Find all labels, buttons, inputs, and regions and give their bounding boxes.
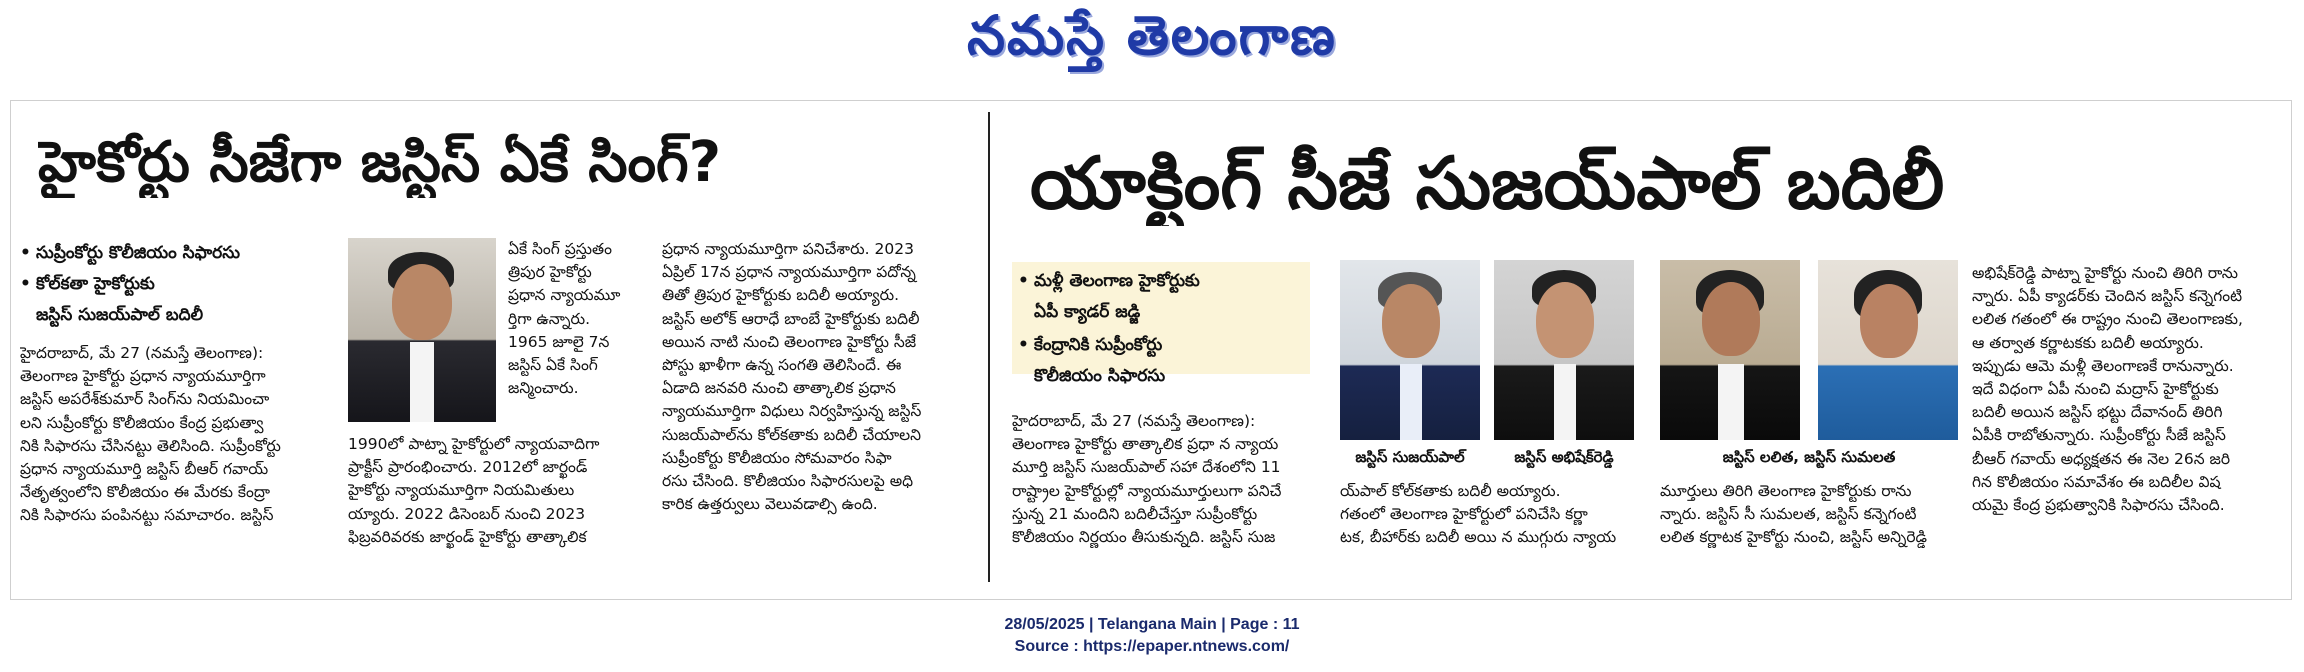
footer-date-page: 28/05/2025 | Telangana Main | Page : 11 (1004, 616, 1300, 633)
left-col1-line: ప్రధాన న్యాయమూర్తి జస్టిస్ బీఆర్ గవాయ్ (20, 460, 269, 479)
caption-sujoy-paul: జస్టిస్ సుజయ్‌పాల్ (1355, 448, 1465, 466)
left-col1 (20, 342, 338, 528)
left-col2b-line: హైకోర్టు న్యాయమూర్తిగా నియమితులు (348, 481, 575, 500)
left-col1-line: తెలంగాణ హైకోర్టు ప్రధాన న్యాయమూర్తిగా (20, 367, 266, 386)
left-col3-line: అయిన నాటి నుంచి తెలంగాణ హైకోర్టు సీజే (662, 332, 917, 351)
justice-sujoy-paul-photo (1340, 260, 1480, 440)
right-col1-line: రాష్ట్రాల హైకోర్టుల్లో న్యాయమూర్తులుగా పనిచే (1012, 481, 1282, 500)
right-bullet-2-cont: కొలీజియం సిఫారసు (1034, 366, 1166, 386)
left-col3-line: పోస్టు ఖాళీగా ఉన్న సంగతి తెలిసిందే. ఈ (662, 356, 902, 375)
left-col3-line: ప్రధాన న్యాయమూర్తిగా పనిచేశారు. 2023 (662, 240, 914, 258)
left-headline: హైకోర్టు సీజేగా జస్టిస్ ఏకే సింగ్? (38, 130, 722, 195)
justice-sumalatha-photo (1818, 260, 1958, 440)
right-col3-line: లలిత కర్ణాటక హైకోర్టు నుంచి, జస్టిస్ అన్నిరెడ్డి (1660, 528, 1927, 547)
left-col2-bottom (348, 433, 650, 549)
left-col2b-line: ప్రాక్టీస్ ప్రారంభించారు. 2012లో జార్ఖండ్ (348, 458, 588, 477)
caption-abhishek-reddy: జస్టిస్ అభిషేక్‌రెడ్డి (1514, 448, 1614, 466)
justice-ak-singh-photo (348, 238, 496, 422)
right-col2-line: టక, బీహార్‌కు బదిలీ అయి న ముగ్గురు న్యాయ (1340, 528, 1617, 547)
column-divider (988, 112, 990, 582)
justice-lalitha-photo (1660, 260, 1800, 440)
left-col2b-line: ఫిబ్రవరివరకు జార్ఖండ్ హైకోర్టు తాత్కాలిక (348, 527, 587, 546)
left-col3-line: ఏప్రిల్ 17న ప్రధాన న్యాయమూర్తిగా పదోన్న (662, 263, 916, 282)
left-col3-line: సుప్రీంకోర్టు కొలీజియం సోమవారం సిఫా (662, 448, 892, 467)
left-col1-line: నేతృత్వంలోని కొలీజియం ఈ మేరకు కేంద్రా (20, 483, 270, 502)
right-bullets (1012, 262, 1310, 386)
caption-lalitha-sumalatha: జస్టిస్ లలిత, జస్టిస్ సుమలత (1722, 448, 1896, 466)
justice-abhishek-reddy-photo (1494, 260, 1634, 440)
right-col3-line: మూర్తులు తిరిగి తెలంగాణ హైకోర్టుకు రాను (1660, 482, 1912, 500)
right-col4-line: ఏపీకి రాబోతున్నారు. సుప్రీంకోర్టు సీజే జస్టిస్ (1972, 426, 2226, 445)
right-col4-line: ఆ తర్వాత కర్ణాటకకు బదిలీ అయ్యారు. (1972, 333, 2204, 352)
masthead-logo: నమస్తే తెలంగాణ (967, 4, 1337, 67)
left-col3-line: రసు చేసింది. కొలీజియం సిఫారసులపై అధి (662, 472, 914, 491)
left-bullet-2-cont: జస్టిస్ సుజయ్‌పాల్ బదిలీ (36, 305, 204, 325)
right-col2-line: గతంలో తెలంగాణ హైకోర్టులో పనిచేసి కర్ణా (1340, 505, 1588, 524)
right-col4-line: అభిషేక్‌రెడ్డి పాట్నా హైకోర్టు నుంచి తిరిగి రాను (1972, 264, 2239, 282)
left-col2-line: జస్టిస్ ఏకే సింగ్ (508, 356, 598, 375)
left-col3-line: తితో త్రిపుర హైకోర్టుకు బదిలీ అయ్యారు. (662, 286, 900, 305)
right-col4 (1972, 262, 2278, 517)
right-col1-line: తెలంగాణ హైకోర్టు తాత్కాలిక ప్రధా న న్యాయ (1012, 435, 1279, 454)
right-col1-line: స్తున్న 21 మందిని బదిలీచేస్తూ సుప్రీంకోర్టు (1012, 504, 1258, 523)
left-col3-line: కారిక ఉత్తర్వులు వెలువడాల్సి ఉంది. (662, 495, 878, 514)
right-col2-line: య్‌పాల్ కోల్‌కతాకు బదిలీ అయ్యారు. (1340, 482, 1561, 500)
left-col3-line: జస్టిస్ అలోక్ ఆరాధే బాంబే హైకోర్టుకు బదిలీ (662, 309, 920, 328)
footer-source: Source : https://epaper.ntnews.com/ (1014, 638, 1290, 655)
left-col2-line: త్రిపుర హైకోర్టు (508, 263, 592, 282)
right-col3-line: న్నారు. జస్టిస్ సీ సుమలత, జస్టిస్ కన్నెగంటి (1660, 505, 1917, 524)
right-dateline: హైదరాబాద్, మే 27 (నమస్తే తెలంగాణ): (1012, 412, 1256, 430)
right-bullet-1-cont: ఏపీ క్యాడర్ జడ్జి (1034, 302, 1141, 322)
left-col2-line: ర్తిగా ఉన్నారు. (508, 309, 591, 328)
left-col2-line: 1965 జూలై 7న (508, 332, 610, 351)
left-col2-top (508, 238, 650, 400)
left-dateline: హైదరాబాద్, మే 27 (నమస్తే తెలంగాణ): (20, 344, 264, 362)
right-bullet-2: • కేంద్రానికి సుప్రీంకోర్టు (1018, 330, 1304, 361)
right-col4-line: బీఆర్ గవాయ్ అధ్యక్షతన ఈ నెల 26న జరి (1972, 449, 2231, 468)
right-col1 (1012, 410, 1312, 549)
right-col1-line: మూర్తి జస్టిస్ సుజయ్‌పాల్ సహా దేశంలోని 11 (1012, 458, 1281, 477)
left-bullet-1: • సుప్రీంకోర్టు కొలీజియం సిఫారసు (20, 238, 340, 269)
left-col2-line: ప్రధాన న్యాయమూ (508, 286, 621, 305)
left-col2b-line: 1990లో పాట్నా హైకోర్టులో న్యాయవాదిగా (348, 435, 600, 453)
right-col2 (1340, 480, 1636, 550)
left-bullets (20, 238, 340, 331)
left-col3-line: న్యాయమూర్తిగా విధులు నిర్వహిస్తున్న జస్టిస్ (662, 402, 922, 421)
left-col1-line: లని సుప్రీంకోర్టు కొలీజియం కేంద్ర ప్రభుత్వా (20, 413, 264, 432)
right-bullet-1: • మళ్లీ తెలంగాణ హైకోర్టుకు (1018, 266, 1304, 297)
left-col2-line: జన్మించారు. (508, 379, 579, 398)
left-col3 (662, 238, 976, 516)
right-col4-line: న్నారు. ఏపీ క్యాడర్‌కు చెందిన జస్టిస్ కన్నెగంటి (1972, 287, 2243, 306)
right-headline: యాక్టింగ్ సీజే సుజయ్‌పాల్ బదిలీ (1030, 141, 1945, 225)
left-col1-line: నికి సిఫారసు పంపినట్టు సమాచారం. జస్టిస్ (20, 506, 274, 525)
right-col4-line: ఇదే విధంగా ఏపీ నుంచి మద్రాస్ హైకోర్టుకు (1972, 380, 2219, 399)
right-col4-line: లలిత గతంలో ఈ రాష్ట్రం నుంచి తెలంగాణకు, (1972, 310, 2243, 329)
right-col4-line: బదిలీ అయిన జస్టిస్ భట్టు దేవానంద్ తిరిగి (1972, 403, 2223, 422)
left-col3-line: సుజయ్‌పాల్‌ను కోల్‌కతాకు బదిలీ చేయాలని (662, 425, 922, 444)
right-col4-line: గిన కొలీజియం సమావేశం ఈ బదిలీల విష (1972, 472, 2221, 491)
left-bullet-2: • కోల్‌కతా హైకోర్టుకు (20, 269, 340, 300)
left-col2b-line: య్యారు. 2022 డిసెంబర్ నుంచి 2023 (348, 504, 586, 523)
left-col2-line: ఏకే సింగ్ ప్రస్తుతం (508, 240, 612, 258)
right-col3 (1660, 480, 1958, 550)
right-col4-line: యమై కేంద్ర ప్రభుత్వానికి సిఫారసు చేసింది. (1972, 496, 2225, 515)
left-col1-line: నికి సిఫారసు చేసినట్టు తెలిసింది. సుప్రీంకోర్టు (20, 436, 281, 455)
left-col1-line: జస్టిస్ అపరేశ్‌కుమార్ సింగ్‌ను నియమించా (20, 390, 270, 409)
right-col1-line: కొలీజియం నిర్ణయం తీసుకున్నది. జస్టిస్ సుజ (1012, 528, 1276, 547)
right-col4-line: ఇప్పుడు ఆమె మళ్లీ తెలంగాణకే రానున్నారు. (1972, 356, 2234, 375)
left-col3-line: ఏడాది జనవరి నుంచి తాత్కాలిక ప్రధాన (662, 379, 896, 398)
